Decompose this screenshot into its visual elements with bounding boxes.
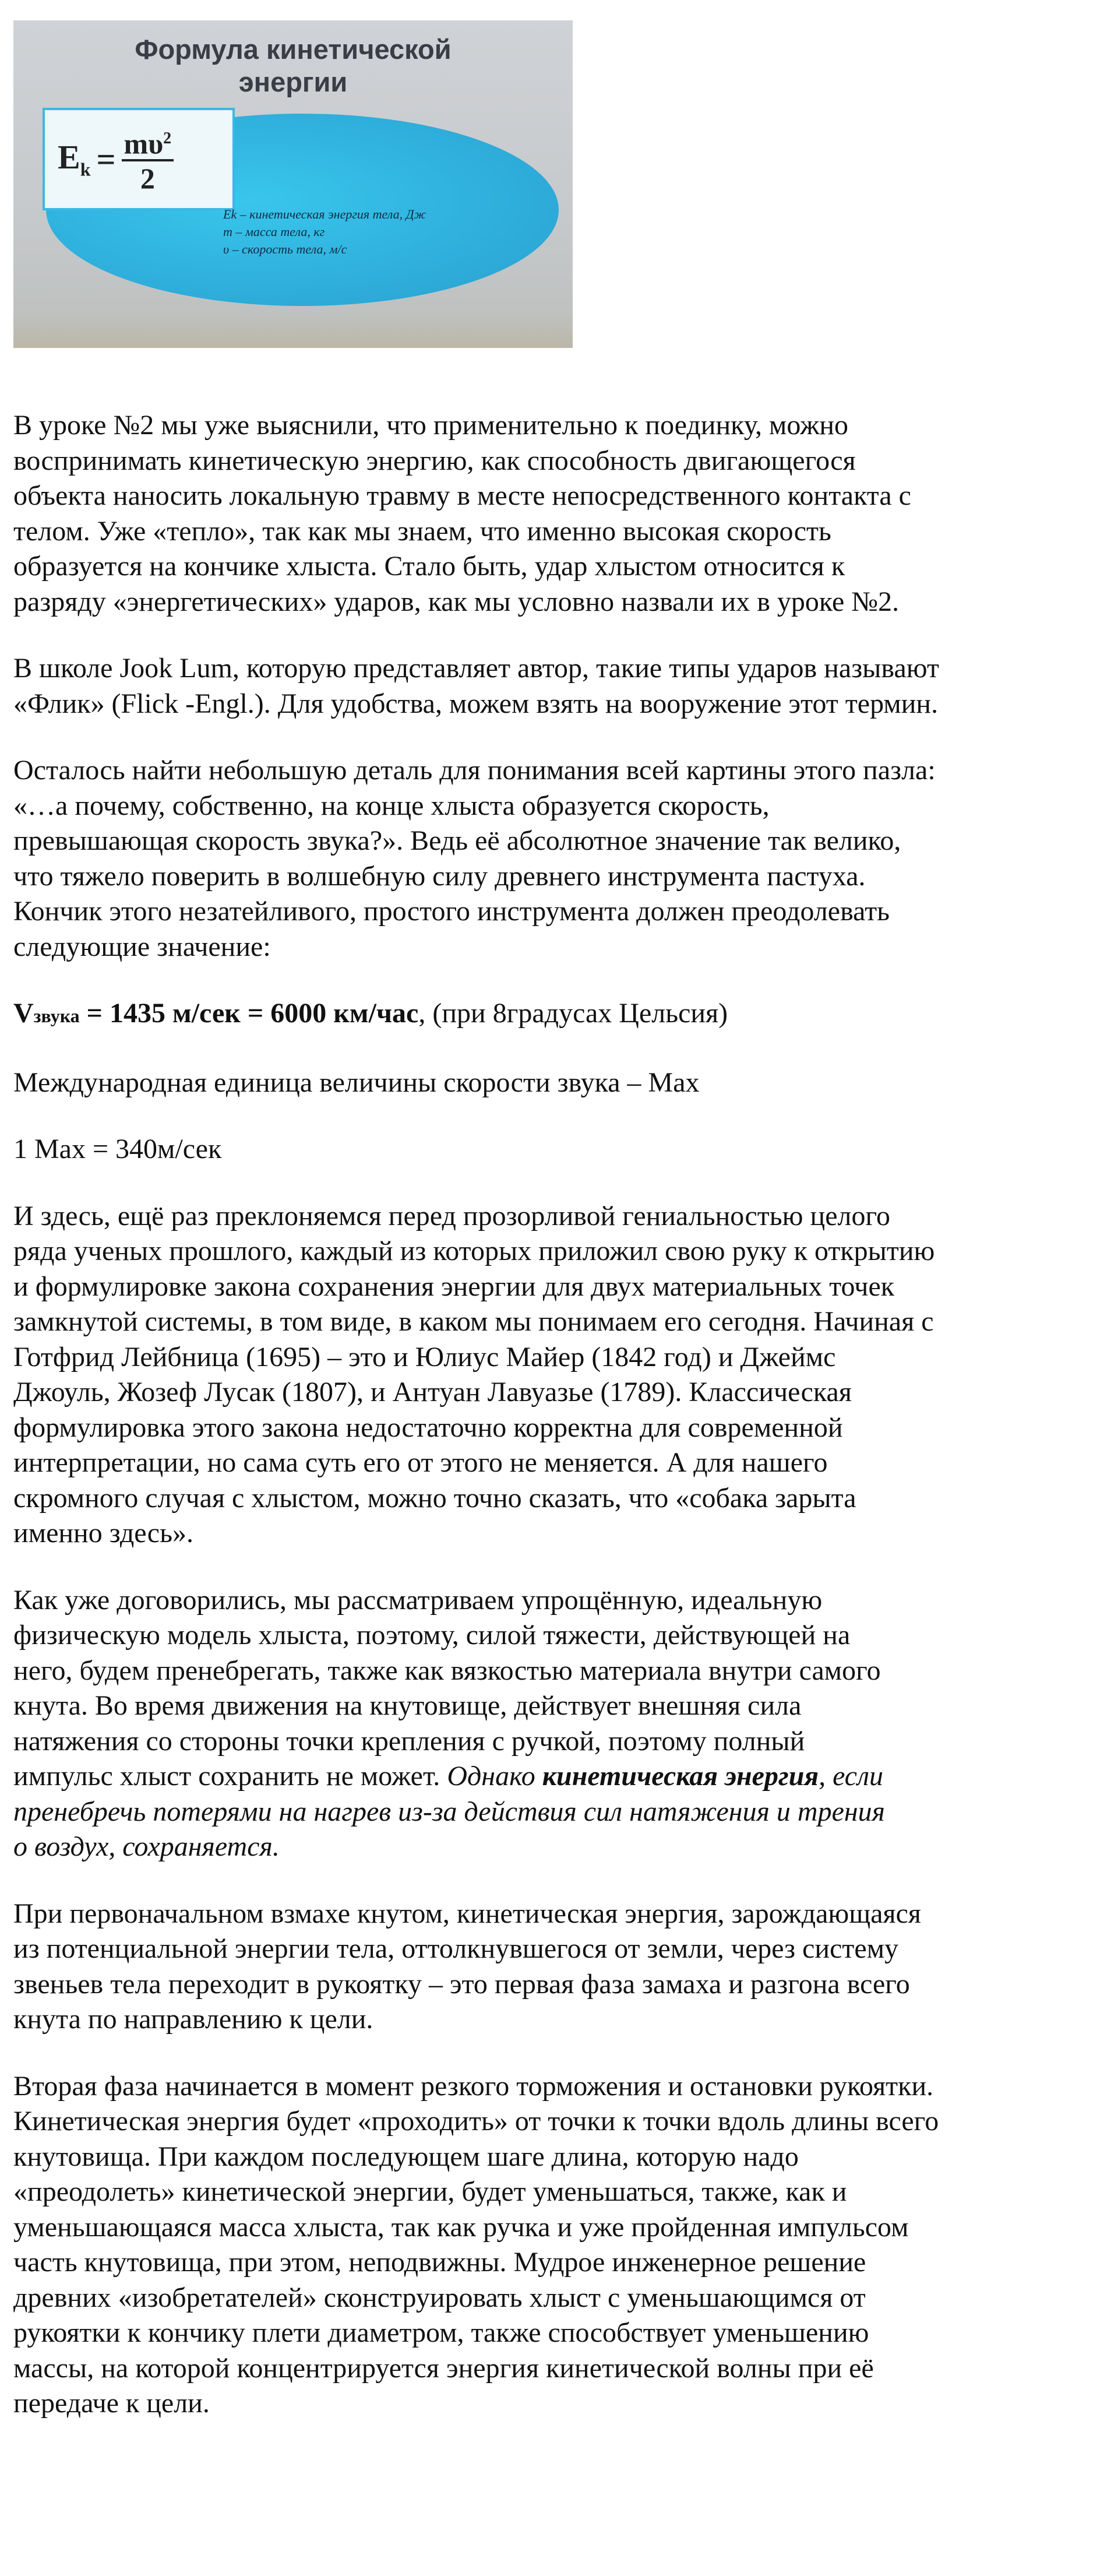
paragraph-flick-term	[13, 651, 1109, 722]
text-line: из потенциальной энергии тела, оттолкнувшегося от земли, через систему	[13, 1933, 899, 1964]
text-line: Кончик этого незатейливого, простого инструмента должен преодолевать	[13, 896, 890, 927]
formula-fraction	[122, 123, 174, 196]
formula-image-title	[13, 33, 573, 98]
velocity-subscript: звука	[33, 1005, 80, 1026]
italic-fragment: Однако	[447, 1761, 542, 1792]
formula-denominator: 2	[140, 162, 155, 195]
text-line: скромного случая с хлыстом, можно точно сказать, что «собака зарыта	[13, 1482, 856, 1514]
text-line: звеньев тела переходит в рукоятку – это первая фаза замаха и разгона всего	[13, 1968, 910, 2000]
text-line: «преодолеть» кинетической энергии, будет уменьшаться, также, как и	[13, 2176, 847, 2207]
formula-lhs: $E_k$	[58, 138, 91, 180]
formula-box	[43, 108, 235, 210]
legend-line: υ – скорость тела, м/с	[223, 242, 347, 256]
text-line: кнута. Во время движения на кнутовище, действует внешняя сила	[13, 1690, 802, 1721]
text-line: образуется на кончике хлыста. Стало быть, удар хлыстом относится к	[13, 551, 845, 582]
legend-line: m – масса тела, кг	[223, 224, 325, 239]
formula-legend	[223, 206, 426, 258]
text-line: Международная единица величины скорости звука – Max	[13, 1067, 700, 1098]
article-body	[13, 408, 1109, 2453]
italic-fragment: , если	[819, 1761, 884, 1792]
text-line: «Флик» (Flick -Engl.). Для удобства, можем взять на вооружение этот термин.	[13, 688, 939, 719]
text-line: кнутовища. При каждом последующем шаге длина, которую надо	[13, 2141, 799, 2172]
bold-italic-term: кинетическая энергия	[542, 1761, 819, 1792]
text-line: него, будем пренебрегать, также как вязкостью материала внутри самого	[13, 1655, 881, 1686]
text-line: о воздух, сохраняется.	[13, 1831, 280, 1862]
temperature-note: , (при 8градусах Цельсия)	[418, 998, 728, 1029]
text-line: рукоятки к кончику плети диаметром, также способствует уменьшению	[13, 2317, 869, 2348]
paragraph-energy-conservation	[13, 1199, 1109, 1551]
text-line: физическую модель хлыста, поэтому, силой тяжести, действующей на	[13, 1620, 851, 1651]
text-line: «…а почему, собственно, на конце хлыста образуется скорость,	[13, 790, 770, 821]
text-line: что тяжело поверить в волшебную силу древнего инструмента пастуха.	[13, 860, 866, 892]
text-line: При первоначальном взмахе кнутом, кинетическая энергия, зарождающаяся	[13, 1898, 922, 1929]
text-line: кнута по направлению к цели.	[13, 2004, 373, 2035]
text-line: формулировка этого закона недостаточно корректна для современной	[13, 1412, 843, 1443]
text-line: В уроке №2 мы уже выяснили, что применительно к поединку, можно	[13, 410, 849, 441]
text-line: пренебречь потерями на нагрев из-за действия сил натяжения и трения	[13, 1796, 885, 1827]
paragraph-first-phase	[13, 1896, 1109, 2037]
text-line: ряда ученых прошлого, каждый из которых приложил свою руку к открытию	[13, 1236, 935, 1266]
paragraph-max-unit	[13, 1065, 1109, 1101]
text-line: 1 Max = 340м/сек	[13, 1134, 222, 1164]
text-line: И здесь, ещё раз преклоняемся перед прозорливой гениальностью целого	[13, 1200, 890, 1231]
text-line: разряду «энергетических» ударов, как мы условно назвали их в уроке №2.	[13, 586, 900, 617]
formula-equals: =	[96, 140, 116, 178]
text-line: именно здесь».	[13, 1518, 193, 1549]
text-line: замкнутой системы, в том виде, в каком мы понимаем его сегодня. Начиная с	[13, 1306, 934, 1337]
text-line: древних «изобретателей» сконструировать хлыст с уменьшающимся от	[13, 2282, 866, 2313]
legend-line: Ek – кинетическая энергия тела, Дж	[223, 207, 426, 221]
text-line: натяжения со стороны точки крепления с ручкой, поэтому полный	[13, 1725, 805, 1757]
velocity-symbol: V	[13, 998, 34, 1029]
sound-speed-value: = 1435 м/сек = 6000 км/час	[79, 998, 419, 1029]
text-line: следующие значение:	[13, 931, 271, 962]
formula-image-title-line: энергии	[238, 66, 348, 97]
text-line: В школе Jook Lum, которую представляет автор, такие типы ударов называют	[13, 653, 939, 684]
formula-image-title-line: Формула кинетической	[135, 34, 452, 65]
text-line: и формулировке закона сохранения энергии для двух материальных точек	[13, 1271, 895, 1302]
text-line: передаче к цели.	[13, 2388, 210, 2419]
text-line: Джоуль, Жозеф Лусак (1807), и Антуан Лавуазье (1789). Классическая	[13, 1377, 852, 1407]
text-line: Готфрид Лейбница (1695) – это и Юлиус Майер (1842 год) и Джеймс	[13, 1341, 836, 1373]
text-line: уменьшающаяся масса хлыста, так как ручка и уже пройденная импульсом	[13, 2211, 909, 2243]
text-line: объекта наносить локальную травму в месте непосредственного контакта с	[13, 480, 911, 511]
paragraph-whip-model	[13, 1583, 1109, 1865]
text-line	[13, 1759, 1109, 1794]
paragraph-sound-speed-value	[13, 996, 1109, 1034]
text-line: Осталось найти небольшую деталь для понимания всей картины этого пазла:	[13, 755, 936, 786]
text-line: часть кнутовища, при этом, неподвижны. Мудрое инженерное решение	[13, 2247, 866, 2278]
kinetic-energy-formula-image	[13, 20, 573, 348]
text-fragment: импульс хлыст сохранить не может.	[13, 1761, 447, 1792]
text-line: Кинетическая энергия будет «проходить» от точки к точки вдоль длины всего	[13, 2106, 939, 2137]
paragraph-second-phase	[13, 2069, 1109, 2422]
paragraph-lesson-recap	[13, 408, 1109, 620]
formula-numerator: $m\upsilon^2$	[122, 123, 174, 162]
text-line: Как уже договорились, мы рассматриваем упрощённую, идеальную	[13, 1584, 823, 1616]
text-line: воспринимать кинетическую энергию, как способность двигающегося	[13, 445, 856, 476]
text-line: превышающая скорость звука?». Ведь её абсолютное значение так велико,	[13, 825, 901, 856]
text-line: телом. Уже «тепло», так как мы знаем, что именно высокая скорость	[13, 515, 831, 547]
text-line: интерпретации, но сама суть его от этого не меняется. А для нашего	[13, 1447, 828, 1478]
text-line: Вторая фаза начинается в момент резкого торможения и остановки рукоятки.	[13, 2070, 934, 2102]
text-line: массы, на которой концентрируется энергия кинетической волны при её	[13, 2352, 874, 2384]
paragraph-sound-speed-question	[13, 753, 1109, 965]
paragraph-max-definition	[13, 1132, 1109, 1167]
